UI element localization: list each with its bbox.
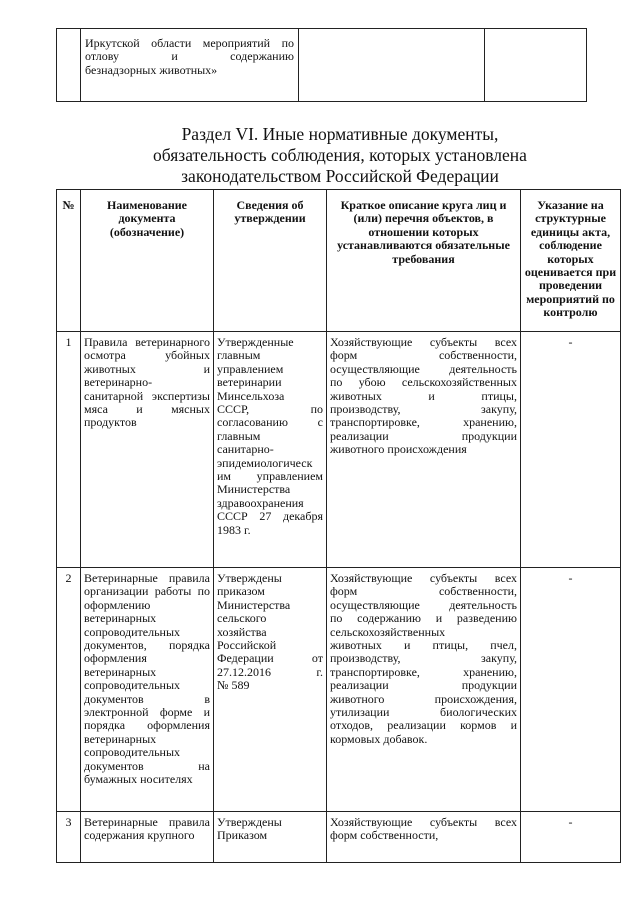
text-line: по содержанию и разведению bbox=[330, 611, 517, 626]
text-line: животных и птицы, bbox=[330, 388, 517, 403]
text-line: здравоохранения bbox=[217, 495, 304, 510]
text-line: Хозяйствующие субъекты всех bbox=[330, 815, 517, 829]
section-title-line: Раздел VI. Иные нормативные документы, bbox=[181, 124, 499, 144]
text-line: осуществляющие деятельность bbox=[330, 361, 517, 376]
header-note: Указание на структурные единицы акта, соблюдение которых оценивается при проведении мероприятий по контролю bbox=[521, 190, 621, 332]
previous-section-table bbox=[56, 28, 587, 102]
text-line: СССР, по bbox=[217, 402, 323, 417]
text-line: хозяйства bbox=[217, 624, 267, 639]
table-row bbox=[57, 332, 621, 568]
structural-units-note: - bbox=[521, 812, 621, 863]
text-line: сопроводительных bbox=[84, 745, 181, 760]
text-line: Министерства bbox=[217, 597, 291, 612]
text-line: производству, закупу, bbox=[330, 651, 517, 666]
cell-note bbox=[485, 29, 587, 102]
scope-description bbox=[327, 332, 521, 568]
structural-units-note: - bbox=[521, 332, 621, 568]
text-line: животных и bbox=[84, 361, 210, 376]
text-line: реализации продукции bbox=[330, 678, 517, 693]
row-number: 1 bbox=[57, 332, 81, 568]
text-line: кормовых добавок. bbox=[330, 731, 428, 746]
text-line: 27.12.2016 г. bbox=[217, 664, 323, 679]
section-title-line: обязательность соблюдения, которых установлена bbox=[153, 145, 527, 165]
text-line: документов, порядка bbox=[84, 638, 210, 653]
text-line: бумажных носителях bbox=[84, 772, 193, 787]
text-line: Утверждены bbox=[217, 815, 282, 829]
text-line: осуществляющие деятельность bbox=[330, 597, 517, 612]
header-name: Наименование документа (обозначение) bbox=[81, 190, 214, 332]
text-line: ветеринарно- bbox=[84, 375, 153, 390]
text-line: главным bbox=[217, 348, 261, 363]
text-line: утилизации биологических bbox=[330, 705, 517, 720]
text-line: по убою сельскохозяйственных bbox=[330, 375, 517, 390]
text-line: оформлению bbox=[84, 597, 151, 612]
text-line: безнадзорных животных» bbox=[85, 62, 218, 77]
text-line: мяса и мясных bbox=[84, 402, 210, 417]
approval-info bbox=[214, 568, 327, 812]
text-line: им управлением bbox=[217, 469, 323, 484]
text-line: сопроводительных bbox=[84, 678, 181, 693]
table-row bbox=[57, 29, 587, 102]
table-row bbox=[57, 812, 621, 863]
text-line: Приказом bbox=[217, 828, 268, 843]
text-line: сопроводительных bbox=[84, 624, 181, 639]
header-num: № bbox=[57, 190, 81, 332]
text-line: Ветеринарные правила bbox=[84, 815, 210, 829]
text-line: Федерации от bbox=[217, 651, 323, 666]
table-row bbox=[57, 568, 621, 812]
cell-name bbox=[81, 29, 299, 102]
text-line: Хозяйствующие субъекты всех bbox=[330, 335, 517, 349]
text-line: главным bbox=[217, 428, 261, 443]
document-name bbox=[81, 568, 214, 812]
text-line: Хозяйствующие субъекты всех bbox=[330, 571, 517, 585]
row-number: 2 bbox=[57, 568, 81, 812]
text-line: транспортировке, хранению, bbox=[330, 415, 517, 430]
structural-units-note: - bbox=[521, 568, 621, 812]
text-line: животных и птицы, пчел, bbox=[330, 638, 517, 653]
text-line: продуктов bbox=[84, 415, 137, 430]
text-line: Российской bbox=[217, 638, 277, 653]
text-line: форм собственности, bbox=[330, 584, 517, 599]
text-line: документов в bbox=[84, 691, 210, 706]
text-line: ветеринарных bbox=[84, 611, 157, 626]
text-line: животного происхождения, bbox=[330, 691, 517, 706]
text-line: санитарно- bbox=[217, 442, 274, 457]
text-line: организации работы по bbox=[84, 584, 210, 599]
text-line: порядка оформления bbox=[84, 718, 210, 733]
text-line: Утвержденные bbox=[217, 335, 294, 349]
text-line: санитарной экспертизы bbox=[84, 388, 210, 403]
text-line: отлову и содержанию bbox=[85, 49, 294, 64]
scope-description bbox=[327, 812, 521, 863]
text-line: Утверждены bbox=[217, 571, 282, 585]
approval-info bbox=[214, 332, 327, 568]
text-line: приказом bbox=[217, 584, 265, 599]
text-line: электронной форме и bbox=[84, 705, 210, 720]
row-number: 3 bbox=[57, 812, 81, 863]
cell-num bbox=[57, 29, 81, 102]
text-line: Минсельхоза bbox=[217, 388, 285, 403]
text-line: осмотра убойных bbox=[84, 348, 210, 363]
text-line: Ветеринарные правила bbox=[84, 571, 210, 585]
text-line: Министерства bbox=[217, 482, 291, 497]
text-line: Правила ветеринарного bbox=[84, 335, 210, 349]
table-header-row bbox=[57, 190, 621, 332]
text-line: ветеринарии bbox=[217, 375, 282, 390]
text-line: эпидемиологическ bbox=[217, 455, 313, 470]
header-description: Краткое описание круга лиц и (или) перечня объектов, в отношении которых устанавливаются обязательные требования bbox=[327, 190, 521, 332]
text-line: 1983 г. bbox=[217, 522, 251, 537]
header-approval: Сведения об утверждении bbox=[214, 190, 327, 332]
text-line: сельскохозяйственных bbox=[330, 624, 446, 639]
text-line: ветеринарных bbox=[84, 664, 157, 679]
text-line: транспортировке, хранению, bbox=[330, 664, 517, 679]
section-title-line: законодательством Российской Федерации bbox=[181, 166, 499, 186]
text-line: форм собственности, bbox=[330, 348, 517, 363]
text-line: реализации продукции bbox=[330, 428, 517, 443]
text-line: сельского bbox=[217, 611, 267, 626]
text-line: № 589 bbox=[217, 678, 250, 693]
text-line: согласованию с bbox=[217, 415, 323, 430]
text-line: форм собственности, bbox=[330, 828, 439, 843]
text-line: оформления bbox=[84, 651, 147, 666]
document-name bbox=[81, 812, 214, 863]
document-name bbox=[81, 332, 214, 568]
cell-approval bbox=[299, 29, 485, 102]
text-line: животного происхождения bbox=[330, 442, 467, 457]
scope-description bbox=[327, 568, 521, 812]
approval-info bbox=[214, 812, 327, 863]
text-line: содержания крупного bbox=[84, 828, 195, 843]
text-line: отходов, реализации кормов и bbox=[330, 718, 517, 733]
text-line: ветеринарных bbox=[84, 731, 157, 746]
text-line: производству, закупу, bbox=[330, 402, 517, 417]
text-line: Иркутской области мероприятий по bbox=[85, 36, 294, 50]
section-title bbox=[0, 124, 640, 187]
regulatory-documents-table bbox=[56, 189, 621, 863]
text-line: СССР 27 декабря bbox=[217, 509, 323, 524]
text-line: управлением bbox=[217, 361, 284, 376]
text-line: документов на bbox=[84, 758, 210, 773]
